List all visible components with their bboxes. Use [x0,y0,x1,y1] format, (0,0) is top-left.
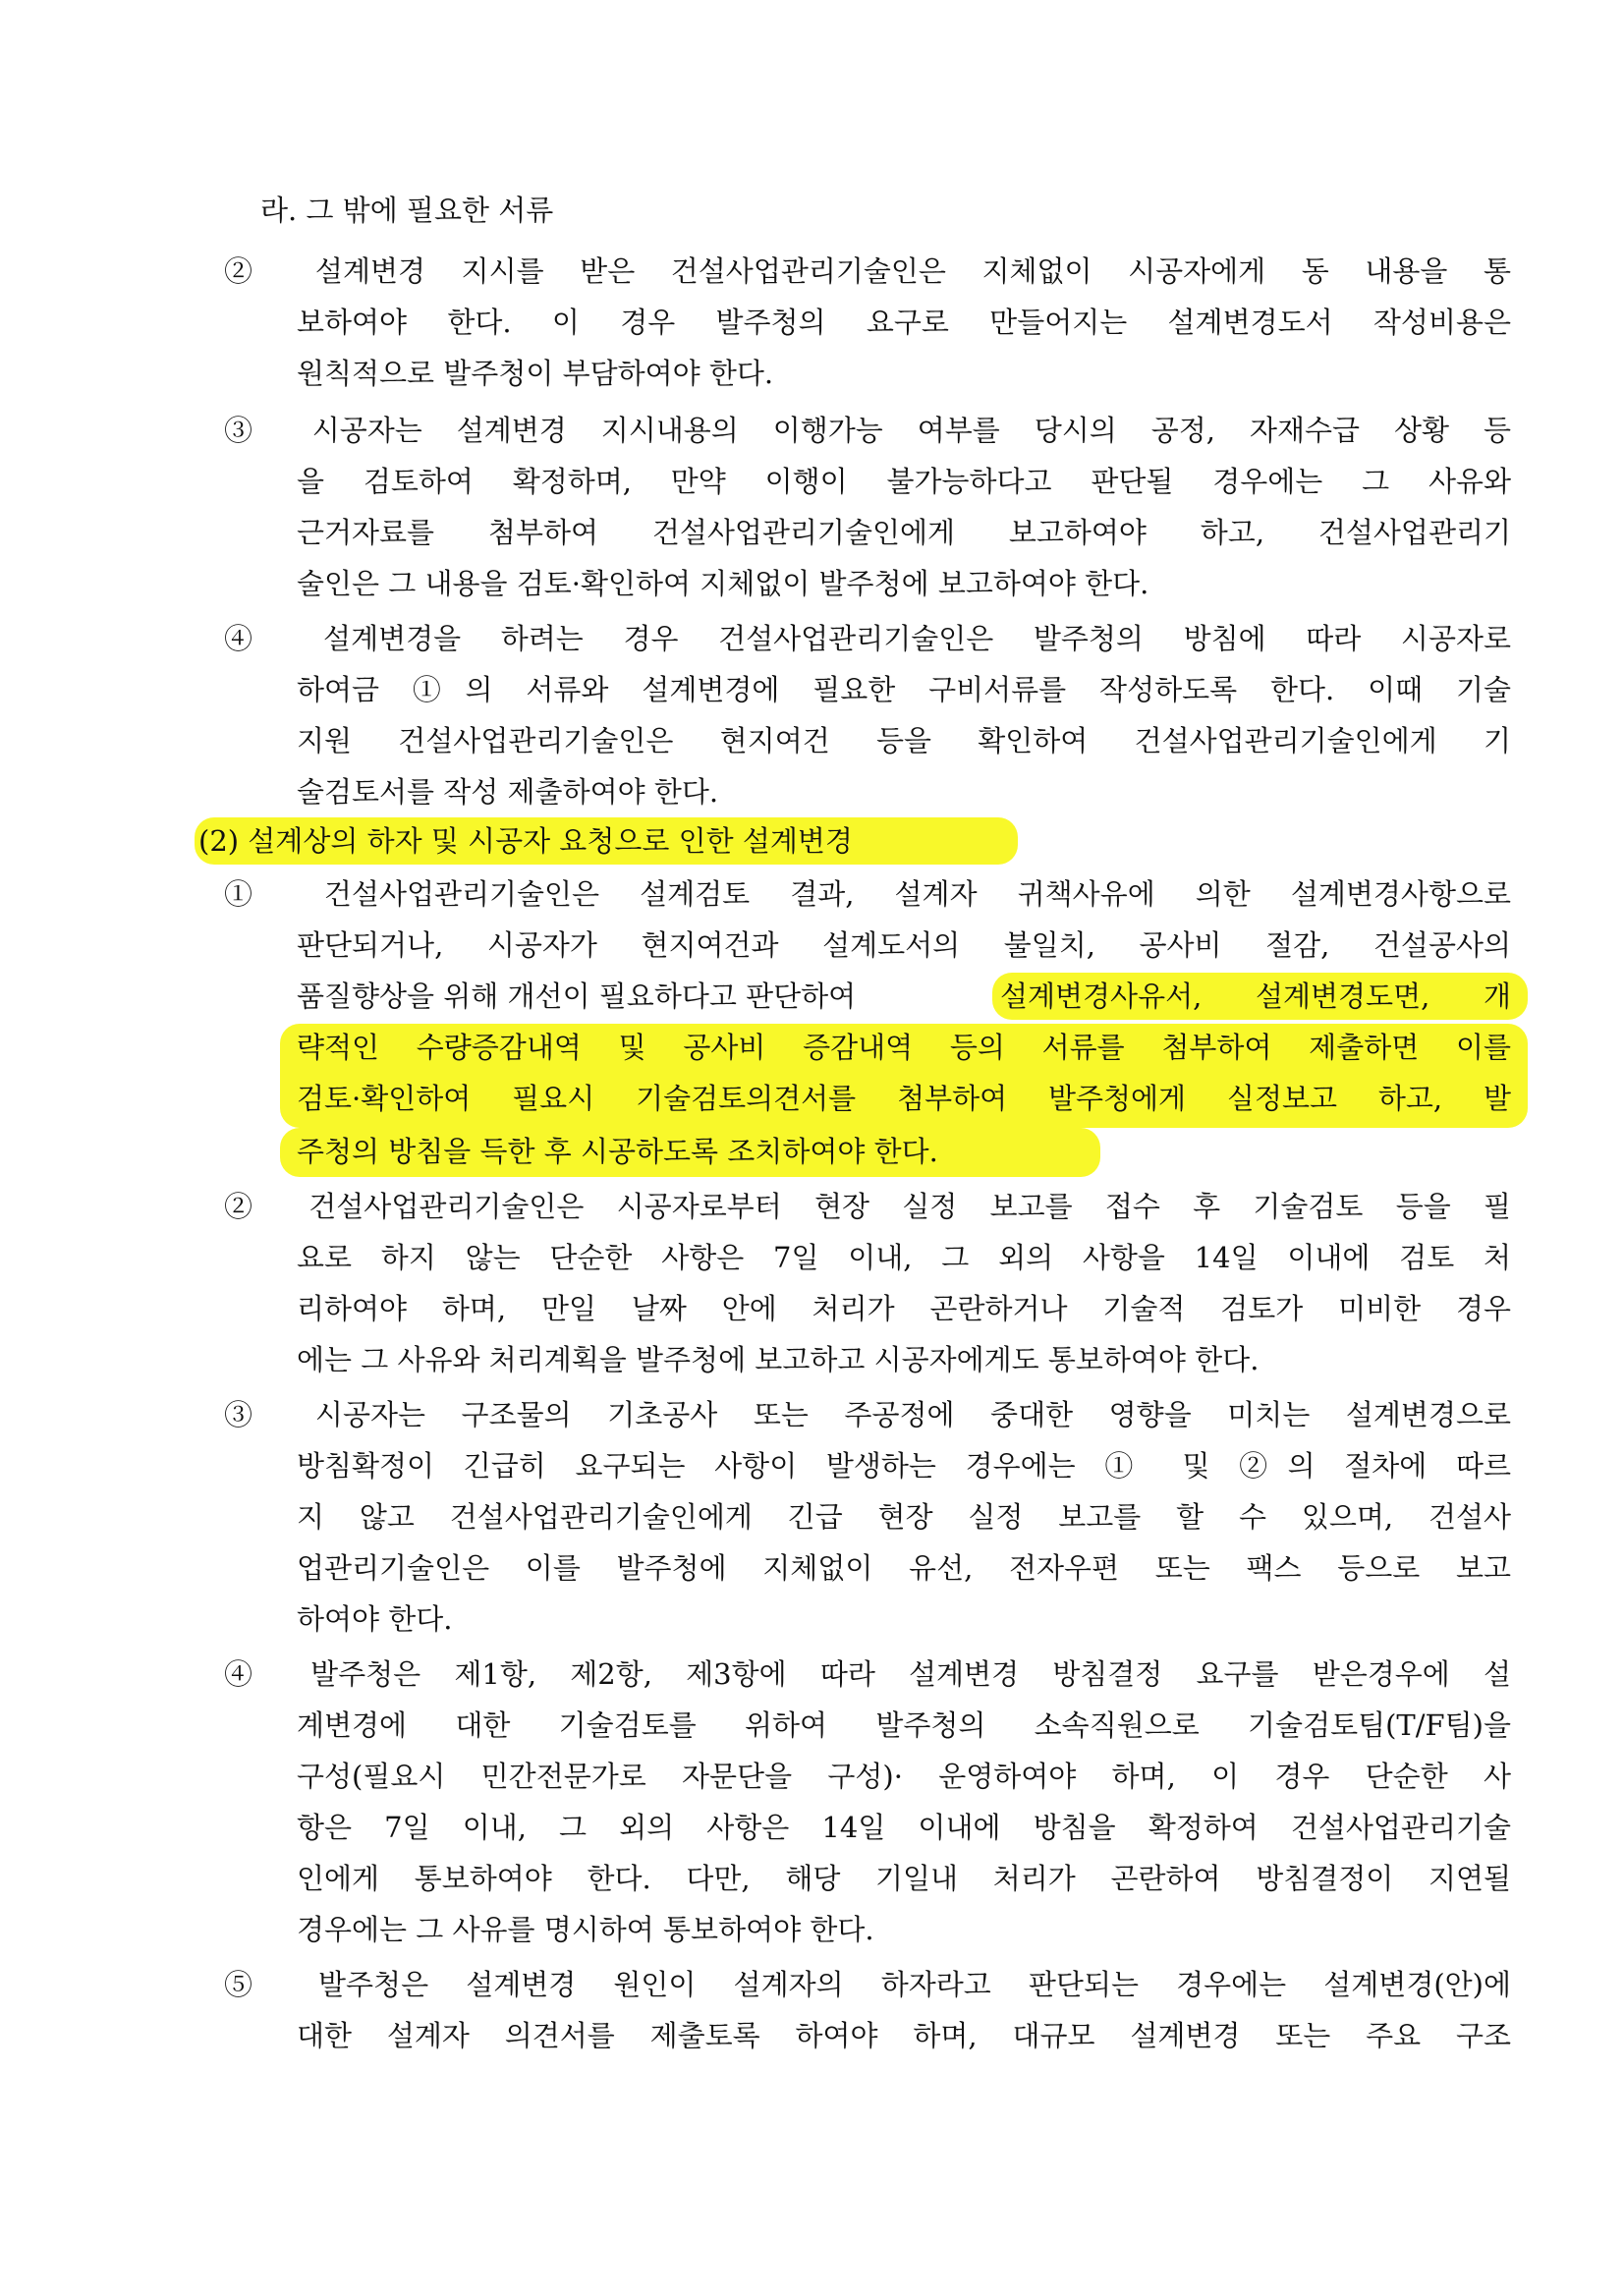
text-line: 지원 건설사업관리기술인은 현지여건 등을 확인하여 건설사업관리기술인에게 기 [297,724,1511,757]
text-line: 근거자료를 첨부하여 건설사업관리기술인에게 보고하여야 하고, 건설사업관리기 [297,516,1511,549]
text-line: 경우에는 그 사유를 명시하여 통보하여야 한다. [297,1913,874,1946]
text-line: 술인은 그 내용을 검토·확인하여 지체없이 발주청에 보고하여야 한다. [297,567,1149,600]
text-line: 인에게 통보하여야 한다. 다만, 해당 기일내 처리가 곤란하여 방침결정이 지연될 [297,1862,1511,1895]
text-line: 품질향상을 위해 개선이 필요하다고 판단하여 [297,980,857,1013]
text-line: 술검토서를 작성 제출하여야 한다. [297,775,719,809]
highlighted-text: 검토·확인하여 필요시 기술검토의견서를 첨부하여 발주청에게 실정보고 하고, 발 [297,1082,1511,1115]
text-line: ⑤ 발주청은 설계변경 원인이 설계자의 하자라고 판단되는 경우에는 설계변경(안)에 [224,1968,1511,2001]
text-line: 에는 그 사유와 처리계획을 발주청에 보고하고 시공자에게도 통보하여야 한다. [297,1343,1260,1376]
text-line: 지 않고 건설사업관리기술인에게 긴급 현장 실정 보고를 할 수 있으며, 건설사 [297,1500,1511,1534]
text-line: 리하여야 하며, 만일 날짜 안에 처리가 곤란하거나 기술적 검토가 미비한 경우 [297,1292,1511,1325]
text-line: 원칙적으로 발주청이 부담하여야 한다. [297,357,774,390]
text-line: ④ 발주청은 제1항, 제2항, 제3항에 따라 설계변경 방침결정 요구를 받은경우에 설 [224,1657,1511,1691]
text-line: 요로 하지 않는 단순한 사항은 7일 이내, 그 외의 사항을 14일 이내에 검토 처 [297,1241,1511,1274]
text-line: ② 건설사업관리기술인은 시공자로부터 현장 실정 보고를 접수 후 기술검토 등을 필 [224,1190,1511,1223]
text-line: 판단되거나, 시공자가 현지여건과 설계도서의 불일치, 공사비 절감, 건설공사의 [297,928,1511,962]
text-line: 구성(필요시 민간전문가로 자문단을 구성)· 운영하여야 하며, 이 경우 단순한 사 [297,1760,1511,1793]
section-heading: (2) 설계상의 하자 및 시공자 요청으로 인한 설계변경 [198,824,853,858]
text-line: ③ 시공자는 설계변경 지시내용의 이행가능 여부를 당시의 공정, 자재수급 상황 등 [224,414,1511,447]
text-line: 항은 7일 이내, 그 외의 사항은 14일 이내에 방침을 확정하여 건설사업관리기술 [297,1811,1511,1844]
text-line: ② 설계변경 지시를 받은 건설사업관리기술인은 지체없이 시공자에게 동 내용을 통 [224,254,1511,288]
text-line: ① 건설사업관리기술인은 설계검토 결과, 설계자 귀책사유에 의한 설계변경사항으로 [224,877,1511,911]
text-line: 라. 그 밖에 필요한 서류 [260,194,554,227]
highlighted-text: 설계변경사유서, 설계변경도면, 개 [1000,980,1511,1013]
text-line: 을 검토하여 확정하며, 만약 이행이 불가능하다고 판단될 경우에는 그 사유와 [297,465,1511,498]
text-line: 보하여야 한다. 이 경우 발주청의 요구로 만들어지는 설계변경도서 작성비용은 [297,306,1511,339]
text-line: 계변경에 대한 기술검토를 위하여 발주청의 소속직원으로 기술검토팀(T/F팀)을 [297,1708,1511,1742]
text-line: 업관리기술인은 이를 발주청에 지체없이 유선, 전자우편 또는 팩스 등으로 보고 [297,1551,1511,1585]
text-line: ④ 설계변경을 하려는 경우 건설사업관리기술인은 발주청의 방침에 따라 시공자로 [224,622,1511,655]
text-line: 대한 설계자 의견서를 제출토록 하여야 하며, 대규모 설계변경 또는 주요 구조 [297,2019,1511,2052]
highlighted-text: 략적인 수량증감내역 및 공사비 증감내역 등의 서류를 첨부하여 제출하면 이를 [297,1031,1511,1064]
text-line: 하여금 ①의 서류와 설계변경에 필요한 구비서류를 작성하도록 한다. 이때 기술 [297,673,1511,706]
text-line: 방침확정이 긴급히 요구되는 사항이 발생하는 경우에는 ① 및 ②의 절차에 따르 [297,1449,1511,1483]
highlighted-text: 주청의 방침을 득한 후 시공하도록 조치하여야 한다. [297,1135,938,1168]
text-line: ③ 시공자는 구조물의 기초공사 또는 주공정에 중대한 영향을 미치는 설계변경으로 [224,1398,1511,1431]
text-line: 하여야 한다. [297,1602,453,1636]
